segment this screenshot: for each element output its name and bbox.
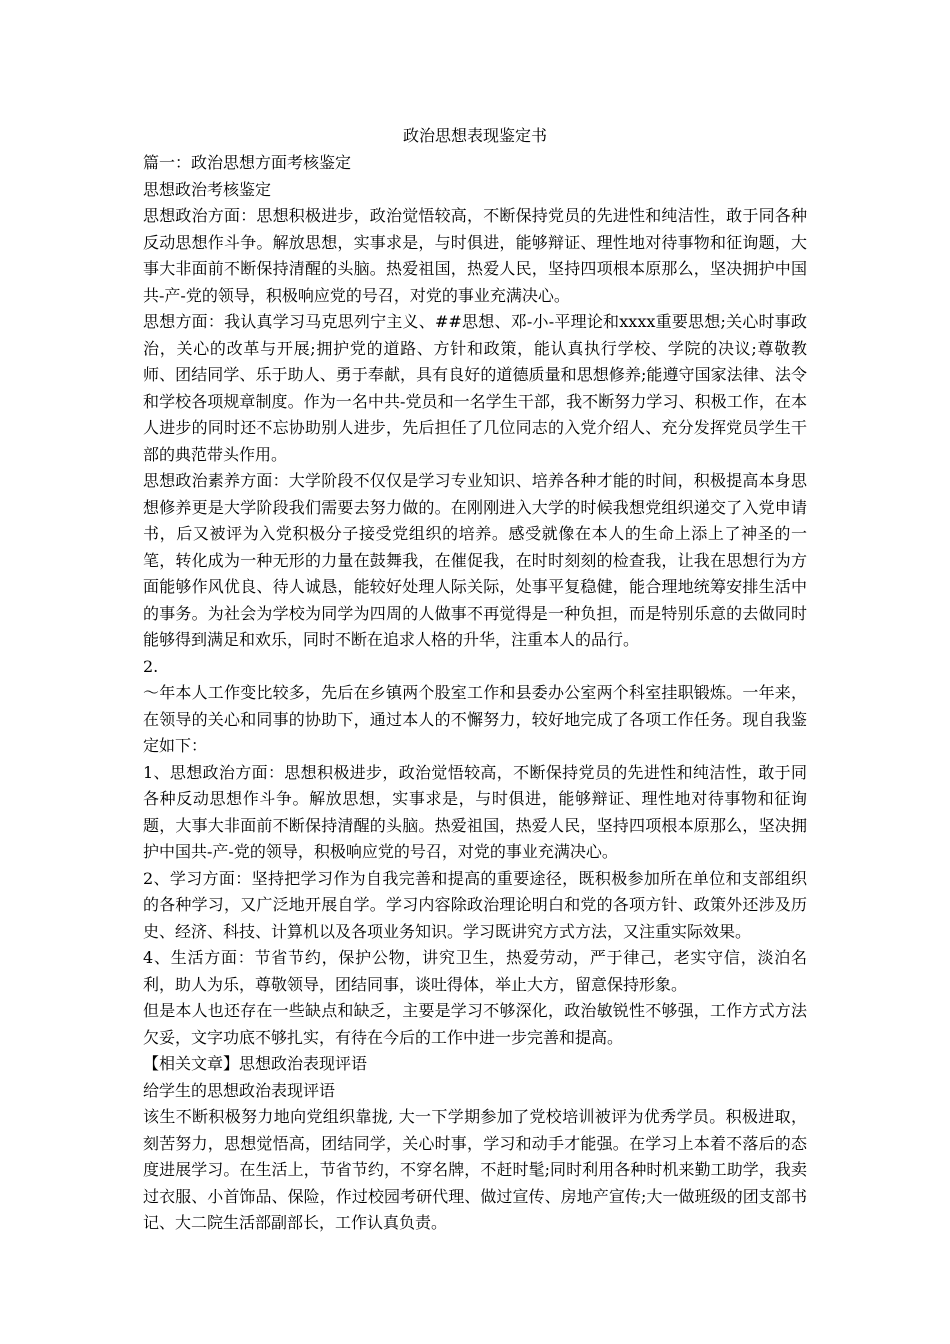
paragraph-shortcomings: 但是本人也还存在一些缺点和缺乏，主要是学习不够深化，政治敏锐性不够强，工作方式方法欠妥，文字功底不够扎实，有待在今后的工作中进一步完善和提高。 [143, 1001, 807, 1047]
paragraph-item-study: 2、学习方面：坚持把学习作为自我完善和提高的重要途径，既积极参加所在单位和支部组织的各种学习，又广泛地开展自学。学习内容除政治理论明白和党的各项方针、政策外还涉及历史、经济、科技、计算机以及各项业务知识。学习既讲究方式方法，又注重实际效果。 [143, 868, 807, 941]
paragraph-political-aspect: 思想政治方面：思想积极进步，政治觉悟较高，不断保持党员的先进性和纯洁性，敢于同各种反动思想作斗争。解放思想，实事求是，与时俱进，能够辩证、理性地对待事物和征询题，大事大非面前不断保持清醒的头脑。热爱祖国，热爱人民，坚持四项根本原那么，坚决拥护中国共-产-党的领导，积极响应党的号召，对党的事业充满决心。 [143, 206, 807, 305]
paragraph-item-life: 4、生活方面：节省节约，保护公物，讲究卫生，热爱劳动，严于律己，老实守信，淡泊名利，助人为乐，尊敬领导，团结同事，谈吐得体，举止大方，留意保持形象。 [143, 948, 807, 994]
section-heading: 篇一：政治思想方面考核鉴定 [143, 153, 352, 172]
student-comment-heading: 给学生的思想政治表现评语 [143, 1080, 336, 1100]
document-page [143, 122, 807, 1237]
paragraph-political-quality: 思想政治素养方面：大学阶段不仅仅是学习专业知识、培养各种才能的时间，积极提高本身思想修养更是大学阶段我们需要去努力做的。在刚刚进入大学的时候我想党组织递交了入党申请书，后又被评为入党积极分子接受党组织的培养。感受就像在本人的生命上添上了神圣的一笔，转化成为一种无形的力量在鼓舞我，在催促我，在时时刻刻的检查我，让我在思想行为方面能够作风优良、待人诚恳，能较好处理人际关际，处事平复稳健，能合理地统筹安排生活中的事务。为社会为学校为同学为四周的人做事不再觉得是一种负担，而是特别乐意的去做同时能够得到满足和欢乐，同时不断在追求人格的升华，注重本人的品行。 [143, 471, 807, 649]
related-article-heading: 【相关文章】思想政治表现评语 [143, 1054, 368, 1073]
paragraph-item-politics: 1、思想政治方面：思想积极进步，政治觉悟较高，不断保持党员的先进性和纯洁性，敢于同各种反动思想作斗争。解放思想，实事求是，与时俱进，能够辩证、理性地对待事物和征询题，大事大非面前不断保持清醒的头脑。热爱祖国，热爱人民，坚持四项根本原那么，坚决拥护中国共-产-党的领导，积极响应党的号召，对党的事业充满决心。 [143, 762, 807, 861]
paragraph-year-summary: ～年本人工作变比较多，先后在乡镇两个股室工作和县委办公室两个科室挂职锻炼。一年来，在领导的关心和同事的协助下，通过本人的不懈努力，较好地完成了各项工作任务。现自我鉴定如下： [143, 683, 807, 755]
section-number: 2. [143, 656, 159, 676]
document-title: 政治思想表现鉴定书 [402, 126, 547, 145]
subsection-heading: 思想政治考核鉴定 [143, 179, 272, 199]
paragraph-student-comment: 该生不断积极努力地向党组织靠拢, 大一下学期参加了党校培训被评为优秀学员。积极进取，刻苦努力，思想觉悟高，团结同学，关心时事，学习和动手才能强。在学习上本着不落后的态度进展学习。在生活上，节省节约，不穿名牌，不赶时髦;同时利用各种时机来勤工助学，我卖过衣服、小首饰品、保险，作过校园考研代理、做过宣传、房地产宣传;大一做班级的团支部书记、大二院生活部副部长，工作认真负责。 [143, 1107, 807, 1232]
paragraph-thought-aspect: 思想方面：我认真学习马克思列宁主义、##思想、邓-小-平理论和xxxx重要思想;关心时事政治，关心的改革与开展;拥护党的道路、方针和政策，能认真执行学校、学院的决议;尊敬教师、团结同学、乐于助人、勇于奉献，具有良好的道德质量和思想修养;能遵守国家法律、法令和学校各项规章制度。作为一名中共-党员和一名学生干部，我不断努力学习、积极工作，在本人进步的同时还不忘协助别人进步，先后担任了几位同志的入党介绍人、充分发挥党员学生干部的典范带头作用。 [143, 312, 807, 464]
